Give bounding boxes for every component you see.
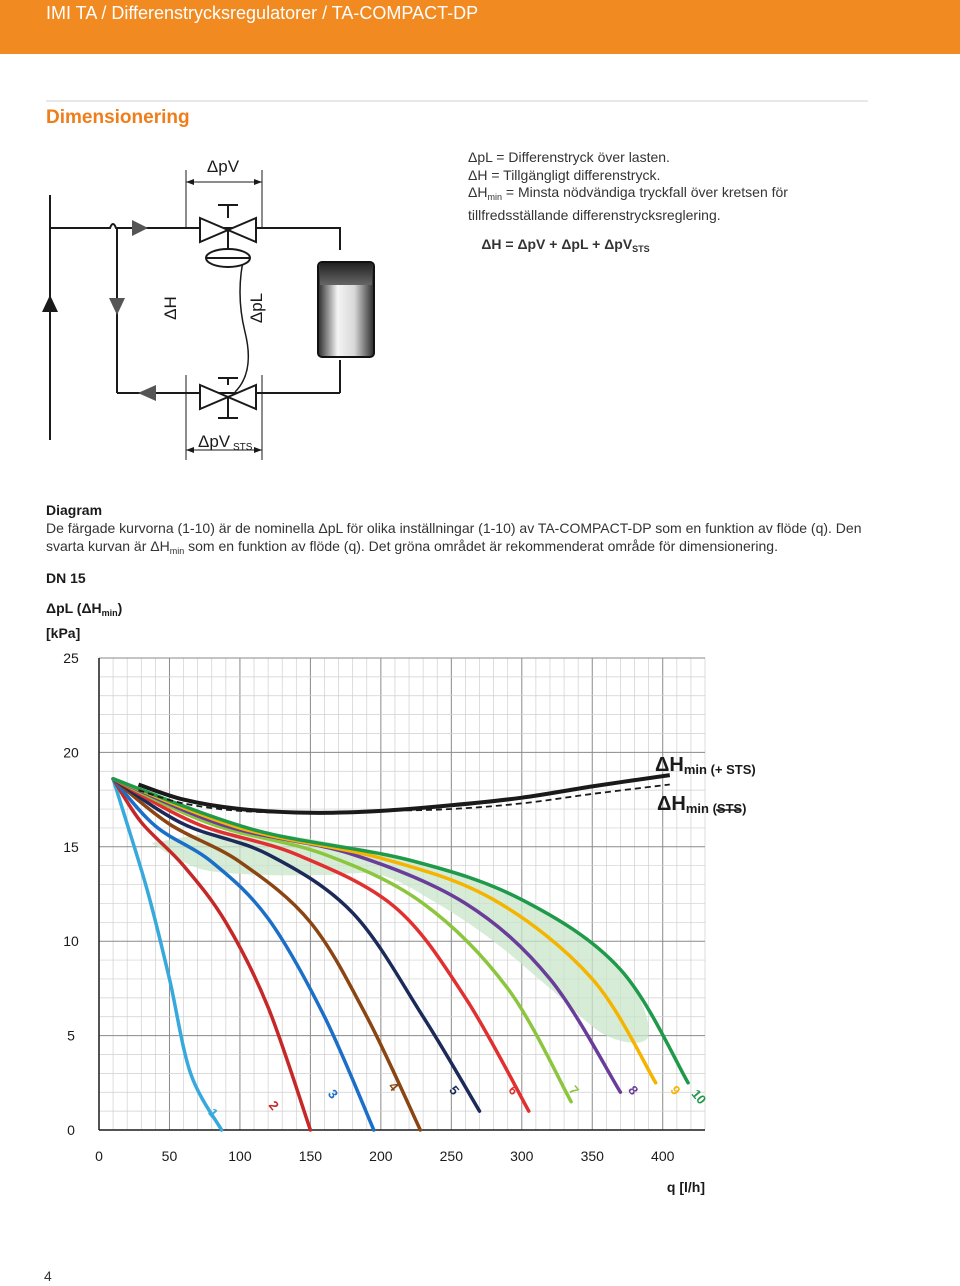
curve-label-5: 5 [446, 1082, 463, 1098]
label-dpv-sts: ΔpV [198, 432, 231, 451]
load-coil-top [320, 263, 372, 285]
top-bar [0, 0, 960, 54]
setting-curve-1 [113, 779, 222, 1130]
label-dh: ΔH [161, 296, 180, 320]
diagram-desc-a: De färgade kurvorna (1-10) är de nominella ΔpL för olika inställningar (1-10) av TA-COMPACT-DP som en funktion av flöde (q). Den svarta kurvan är ΔH [46, 520, 862, 554]
dh-min-label: ΔHmin (STS) [657, 793, 747, 816]
curve-label-10: 10 [688, 1086, 710, 1108]
y-tick-label: 15 [63, 838, 79, 855]
y-axis-title [46, 598, 122, 643]
supply-arrow-icon [42, 295, 58, 312]
dim-arrow-icon [254, 179, 262, 185]
setting-curve-5 [113, 779, 479, 1111]
ylabel-unit: [kPa] [46, 625, 81, 641]
label-dpv: ΔpV [206, 157, 240, 176]
setting-curve-2 [113, 779, 310, 1130]
top-arrow-icon [132, 220, 148, 236]
x-tick-label: 400 [651, 1148, 675, 1164]
legend-line-dhmin [468, 184, 848, 207]
page-number: 4 [44, 1268, 52, 1284]
document-title: IMI TA / Differenstrycksregulatorer / TA-COMPACT-DP [46, 3, 479, 23]
curve-label-8: 8 [625, 1082, 642, 1098]
legend-line-dpl: ΔpL = Differenstryck över lasten. [468, 149, 670, 165]
legend-line-dh: ΔH = Tillgängligt differenstryck. [468, 166, 661, 183]
dp-controller-valve-icon [200, 205, 256, 267]
section-rule [46, 100, 868, 102]
recommended-area [151, 831, 649, 1042]
legend-line-dhmin-cont: tillfredsställande differenstrycksreglering. [468, 206, 721, 223]
y-tick-label: 10 [63, 933, 79, 950]
dh-min-sts-label: ΔHmin (+ STS) [655, 754, 756, 777]
dim-arrow-icon [186, 447, 194, 453]
setting-curve-9 [113, 779, 656, 1083]
sts-valve-icon [200, 378, 256, 418]
dim-arrow-icon [186, 179, 194, 185]
curve-label-3: 3 [325, 1086, 342, 1102]
setting-curve-8 [113, 779, 620, 1092]
diagram-desc-b: som en funktion av flöde (q). Det gröna området är rekommenderat område för dimensionering. [184, 538, 778, 554]
formula [468, 236, 663, 254]
label-dpl: ΔpL [247, 292, 266, 324]
bottom-arrow-icon [138, 385, 156, 401]
curve-label-4: 4 [385, 1078, 402, 1095]
x-tick-label: 200 [369, 1148, 393, 1164]
circuit-schematic [40, 150, 420, 470]
curve-label-1: 1 [205, 1105, 222, 1121]
y-tick-label: 0 [67, 1122, 75, 1138]
x-tick-label: 0 [95, 1148, 103, 1164]
y-tick-label: 5 [67, 1027, 75, 1044]
legend-dhmin-sub: min [487, 192, 502, 202]
legend-dhmin-symbol: ΔH [468, 184, 488, 200]
curve-label-9: 9 [667, 1082, 684, 1098]
x-tick-label: 150 [298, 1148, 323, 1164]
return-arrow-icon [109, 298, 125, 315]
ylabel-post: ) [117, 600, 123, 616]
curve-label-2: 2 [265, 1097, 282, 1113]
x-tick-label: 50 [161, 1148, 178, 1164]
x-tick-label: 300 [510, 1148, 534, 1164]
x-tick-label: 250 [439, 1148, 464, 1164]
dn-label: DN 15 [46, 570, 86, 586]
setting-curve-6 [113, 779, 529, 1111]
dim-arrow-icon [254, 447, 262, 453]
x-tick-label: 350 [580, 1148, 604, 1164]
dh-min-sts-curve [139, 775, 670, 813]
curve-label-7: 7 [565, 1082, 583, 1098]
ylabel-sub: min [101, 608, 118, 618]
section-title: Dimensionering [46, 107, 190, 128]
symbol-legend [468, 149, 848, 224]
curve-label-6: 6 [505, 1082, 522, 1098]
x-axis-title: q [l/h] [666, 1179, 705, 1195]
setting-curve-7 [113, 779, 571, 1102]
formula-sub: STS [632, 244, 650, 254]
ylabel-pre: ΔpL (ΔH [46, 600, 102, 616]
label-dpv-sts-sub: STS [233, 442, 253, 453]
x-tick-label: 100 [228, 1148, 252, 1164]
diagram-desc-sub: min [169, 546, 185, 556]
formula-main: ΔH = ΔpV + ΔpL + ΔpV [481, 236, 633, 252]
setting-curve-10 [113, 779, 688, 1083]
legend-dhmin-text: = Minsta nödvändiga tryckfall över kretsen för [501, 184, 788, 200]
diagram-heading: Diagram [46, 502, 103, 518]
diagram-description [46, 519, 896, 560]
top-pipe [50, 224, 340, 250]
y-tick-label: 20 [63, 744, 79, 761]
y-tick-label: 25 [63, 650, 79, 666]
setting-curve-3 [113, 779, 374, 1130]
setting-curve-4 [113, 779, 420, 1130]
dh-min-curve [139, 785, 670, 813]
